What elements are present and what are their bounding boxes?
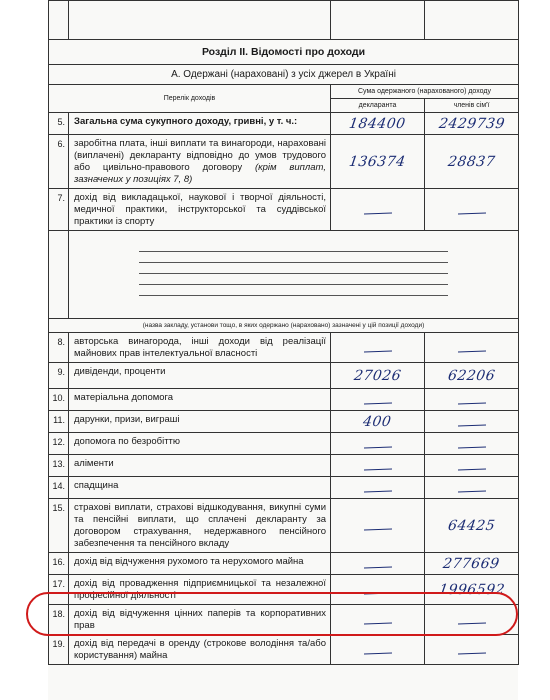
row-label: дохід від викладацької, наукової і творчої діяльності, медичної практики, інструкторської та суддівської практики із спорту [69, 189, 331, 231]
row-number: 8. [49, 333, 69, 363]
row-label: дивіденди, проценти [69, 363, 331, 389]
declarant-value: 400 [331, 411, 425, 433]
family-value [425, 389, 519, 411]
row-number: 7. [49, 189, 69, 231]
institution-lines [49, 231, 519, 319]
table-row [49, 135, 519, 189]
family-value: 277669 [425, 553, 519, 575]
subsection-title-row [49, 65, 519, 85]
row-number: 12. [49, 433, 69, 455]
row-label: дохід від відчуження рухомого та нерухомого майна [69, 553, 331, 575]
header-row-1 [49, 85, 519, 99]
sum-header: Сума одержаного (нарахованого) доходу [331, 85, 519, 99]
table-row [49, 113, 519, 135]
table-row [49, 363, 519, 389]
row-label: заробітна плата, інші виплати та винагороди, нараховані (виплачені) декларанту відповідно до умов трудового або цивільно-правового договору (крім виплат, зазначених у позиціях 7, 8) [69, 135, 331, 189]
family-value: 64425 [425, 499, 519, 553]
row-label: спадщина [69, 477, 331, 499]
declarant-value [331, 477, 425, 499]
family-value [425, 433, 519, 455]
list-header: Перелік доходів [49, 85, 331, 113]
table-row [49, 575, 519, 605]
blank-line [139, 252, 448, 263]
table-row [49, 455, 519, 477]
declarant-value [331, 389, 425, 411]
declarant-value [331, 189, 425, 231]
table-row [49, 189, 519, 231]
row-label: дохід від провадження підприємницької та незалежної професійної діяльності [69, 575, 331, 605]
table-row [49, 411, 519, 433]
row-number: 18. [49, 605, 69, 635]
row-number: 13. [49, 455, 69, 477]
table-row [49, 477, 519, 499]
table-row [49, 553, 519, 575]
row-number: 5. [49, 113, 69, 135]
table-row [49, 499, 519, 553]
declarant-value [331, 499, 425, 553]
row-label: допомога по безробіттю [69, 433, 331, 455]
blank-line [139, 263, 448, 274]
row-number: 15. [49, 499, 69, 553]
row-label: дохід від передачі в оренду (строкове володіння та/або користування) майна [69, 635, 331, 665]
row-label: аліменти [69, 455, 331, 477]
family-value [425, 189, 519, 231]
row-number: 6. [49, 135, 69, 189]
table-row [49, 333, 519, 363]
declarant-value: 27026 [331, 363, 425, 389]
table-row [49, 433, 519, 455]
declarant-value [331, 635, 425, 665]
declarant-value [331, 433, 425, 455]
section-title-row [49, 40, 519, 65]
declarant-value: 136374 [331, 135, 425, 189]
institution-note: (назва закладу, установи тощо, в яких одержано (нараховано) зазначені у цій позиції доходи) [49, 319, 519, 333]
declarant-value [331, 455, 425, 477]
declarant-value [331, 605, 425, 635]
family-value [425, 333, 519, 363]
row-label: дарунки, призи, виграші [69, 411, 331, 433]
blank-line [139, 274, 448, 285]
family-value [425, 411, 519, 433]
family-value [425, 477, 519, 499]
subsection-title: А. Одержані (нараховані) з усіх джерел в Україні [49, 65, 519, 85]
family-value [425, 455, 519, 477]
blank-line [139, 285, 448, 296]
declarant-header: декларанта [331, 99, 425, 113]
family-value: 28837 [425, 135, 519, 189]
row-number: 16. [49, 553, 69, 575]
row-number: 17. [49, 575, 69, 605]
family-value [425, 635, 519, 665]
row-number: 14. [49, 477, 69, 499]
family-value: 2429739 [425, 113, 519, 135]
declarant-value [331, 553, 425, 575]
income-table [48, 0, 519, 665]
family-value [425, 605, 519, 635]
note-row [49, 319, 519, 333]
row-number: 9. [49, 363, 69, 389]
blank-line [139, 241, 448, 252]
table-row [49, 605, 519, 635]
section-title: Розділ ІІ. Відомості про доходи [49, 40, 519, 65]
declarant-value: 184400 [331, 113, 425, 135]
table-row [49, 635, 519, 665]
previous-section-bottom [49, 1, 519, 40]
row-label: дохід від відчуження цінних паперів та корпоративних прав [69, 605, 331, 635]
row-label: авторська винагорода, інші доходи від реалізації майнових прав інтелектуальної власності [69, 333, 331, 363]
declarant-value [331, 575, 425, 605]
row-label: матеріальна допомога [69, 389, 331, 411]
row-label: страхові виплати, страхові відшкодування, викупні суми та пенсійні виплати, що сплачені декларанту за договором страхування, недержавного пенсійного забезпечення та пенсійного вкладу [69, 499, 331, 553]
row-number: 10. [49, 389, 69, 411]
family-value: 62206 [425, 363, 519, 389]
family-value: 1996592 [425, 575, 519, 605]
row-number: 19. [49, 635, 69, 665]
row-number: 11. [49, 411, 69, 433]
declarant-value [331, 333, 425, 363]
table-row [49, 389, 519, 411]
family-header: членів сім'ї [425, 99, 519, 113]
row-label: Загальна сума сукупного доходу, гривні, у т. ч.: [69, 113, 331, 135]
